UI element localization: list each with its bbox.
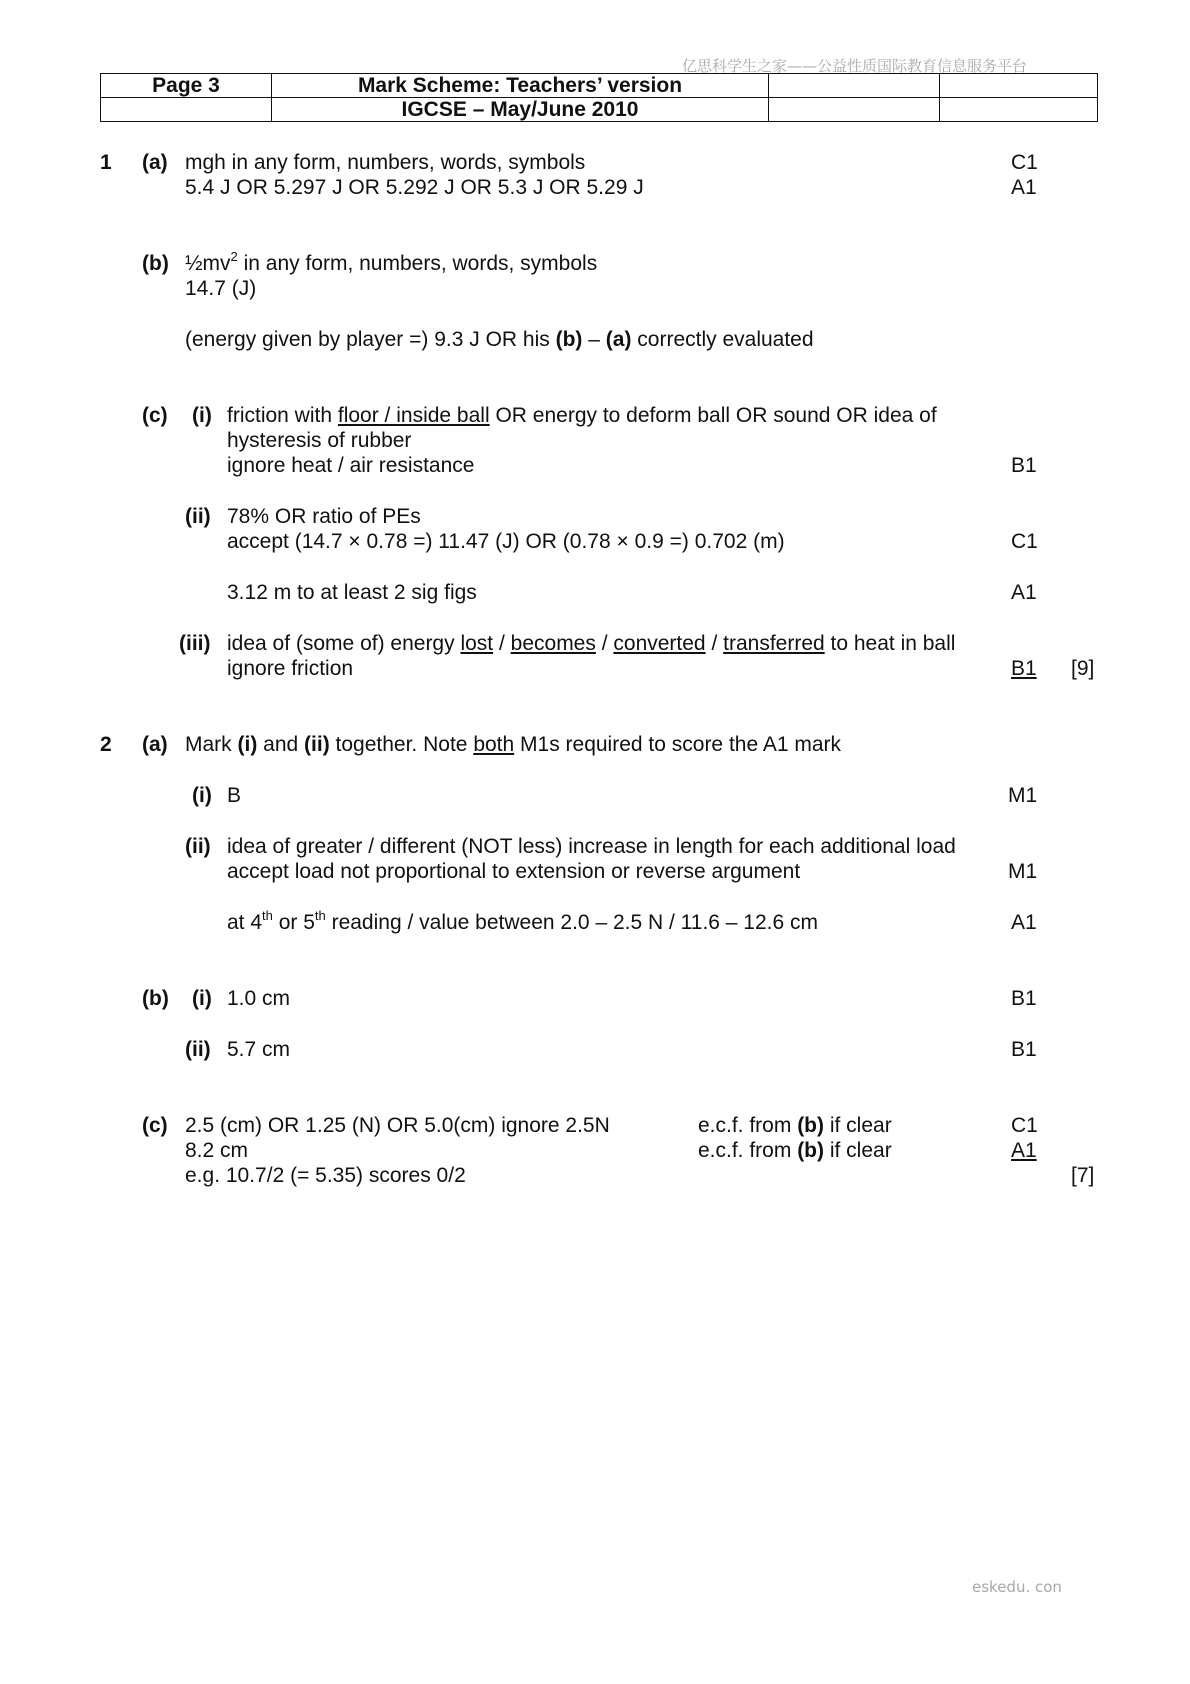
q1ci-line3: ignore heat / air resistance bbox=[227, 454, 475, 477]
q2aii-line2: accept load not proportional to extension or reverse argument bbox=[227, 860, 801, 883]
q1b-squared: 2 bbox=[230, 249, 238, 264]
header-empty-cell bbox=[940, 74, 1098, 98]
q1ciii-slash: / bbox=[705, 632, 724, 655]
q2aii-line3 bbox=[227, 910, 818, 936]
q1ciii-line1-rest: to heat in ball bbox=[824, 632, 956, 655]
q2a-instr-and: and bbox=[257, 733, 305, 756]
q2aii-mark2: A1 bbox=[1011, 911, 1037, 934]
watermark-bottom: eskedu. con bbox=[972, 1578, 1062, 1596]
header-empty-cell bbox=[769, 98, 940, 122]
q2ai-text: B bbox=[227, 784, 242, 807]
header-subtitle: IGCSE – May/June 2010 bbox=[272, 98, 769, 122]
q2c-ecf bbox=[698, 1138, 892, 1164]
q2c-ecf-ref-b: (b) bbox=[797, 1139, 825, 1162]
q1ci-line1-text: friction with bbox=[227, 404, 338, 427]
q1ci-label: (i) bbox=[192, 404, 212, 427]
q2c-ecf-rest: if clear bbox=[824, 1139, 892, 1162]
q2aii-sup-th: th bbox=[314, 908, 326, 923]
q2bi-text: 1.0 cm bbox=[227, 987, 291, 1010]
q1ciii-word-becomes: becomes bbox=[510, 632, 596, 655]
q2c-ecf bbox=[698, 1113, 892, 1139]
watermark-top: 亿思科学生之家——公益性质国际教育信息服务平台 bbox=[682, 57, 1028, 75]
q2aii-label: (ii) bbox=[185, 835, 211, 858]
header-table bbox=[100, 73, 1098, 122]
header-title: Mark Scheme: Teachers’ version bbox=[272, 74, 769, 98]
q2a-ref-i: (i) bbox=[237, 733, 258, 756]
q1b-label: (b) bbox=[142, 252, 169, 275]
q2a-word-both: both bbox=[473, 733, 515, 756]
q2aii-line1: idea of greater / different (NOT less) increase in length for each additional load bbox=[227, 835, 956, 858]
q2bi-mark: B1 bbox=[1011, 987, 1037, 1010]
q2aii-mark1: M1 bbox=[1008, 860, 1038, 883]
q2c-ecf-text: e.c.f. from bbox=[698, 1114, 798, 1137]
q1a-line1: mgh in any form, numbers, words, symbols bbox=[185, 151, 586, 174]
q2bii-label: (ii) bbox=[185, 1038, 211, 1061]
q2a-instr-text: Mark bbox=[185, 733, 238, 756]
q2-total: [7] bbox=[1071, 1164, 1095, 1187]
q2c-line1: 2.5 (cm) OR 1.25 (N) OR 5.0(cm) ignore 2.5N bbox=[185, 1114, 610, 1137]
q2a-label: (a) bbox=[142, 733, 168, 756]
q2c-ecf-ref-b: (b) bbox=[797, 1114, 825, 1137]
q1ciii-slash: / bbox=[595, 632, 614, 655]
header-empty-cell bbox=[769, 74, 940, 98]
q1ciii-line2: ignore friction bbox=[227, 657, 354, 680]
q1a-mark2: A1 bbox=[1011, 176, 1037, 199]
q1cii-line1: 78% OR ratio of PEs bbox=[227, 505, 421, 528]
q2aii-line3-rest: reading / value between 2.0 – 2.5 N / 11.6 – 12.6 cm bbox=[325, 911, 819, 934]
q1-total: [9] bbox=[1071, 657, 1095, 680]
q2aii-sup-th: th bbox=[262, 908, 273, 923]
q2a-ref-ii: (ii) bbox=[304, 733, 330, 756]
q1ci-line2: hysteresis of rubber bbox=[227, 429, 412, 452]
q2-number: 2 bbox=[100, 733, 112, 756]
q1ciii-label: (iii) bbox=[179, 632, 211, 655]
q2ai-mark: M1 bbox=[1008, 784, 1038, 807]
q1cii-line3: 3.12 m to at least 2 sig figs bbox=[227, 581, 477, 604]
q1ci-line1-rest: OR energy to deform ball OR sound OR idea of bbox=[489, 404, 937, 427]
q1b-kinetic-energy: ½mv bbox=[185, 252, 231, 275]
q2aii-line3-or: or 5 bbox=[272, 911, 315, 934]
q2c-line2: 8.2 cm bbox=[185, 1139, 249, 1162]
q1b-line2: 14.7 (J) bbox=[185, 277, 257, 300]
q1b-line3 bbox=[185, 327, 814, 353]
q2a-instruction bbox=[185, 732, 841, 758]
q1c-label: (c) bbox=[142, 404, 168, 427]
q1cii-line2: accept (14.7 × 0.78 =) 11.47 (J) OR (0.78 × 0.9 =) 0.702 (m) bbox=[227, 530, 785, 553]
q2c-ecf-rest: if clear bbox=[824, 1114, 892, 1137]
q1b-dash: – bbox=[582, 328, 606, 351]
q1a-mark1: C1 bbox=[1011, 151, 1038, 174]
q1b-line3-rest: correctly evaluated bbox=[631, 328, 814, 351]
q2c-mark2: A1 bbox=[1011, 1139, 1037, 1162]
q1b-line1 bbox=[185, 251, 597, 277]
q1a-line2: 5.4 J OR 5.297 J OR 5.292 J OR 5.3 J OR 5.29 J bbox=[185, 176, 644, 199]
q2c-label: (c) bbox=[142, 1114, 168, 1137]
q1ci-underlined: floor / inside ball bbox=[337, 404, 490, 427]
q1-number: 1 bbox=[100, 151, 112, 174]
q2a-instr-rest: M1s required to score the A1 mark bbox=[514, 733, 841, 756]
q1ciii-word-lost: lost bbox=[460, 632, 494, 655]
header-page: Page 3 bbox=[101, 74, 272, 98]
q2c-ecf-text: e.c.f. from bbox=[698, 1139, 798, 1162]
q1ciii-line1-text: idea of (some of) energy bbox=[227, 632, 461, 655]
q1b-ref-a: (a) bbox=[605, 328, 632, 351]
q2bii-text: 5.7 cm bbox=[227, 1038, 291, 1061]
q1cii-label: (ii) bbox=[185, 505, 211, 528]
q1ciii-slash: / bbox=[493, 632, 511, 655]
q2b-label: (b) bbox=[142, 987, 169, 1010]
q2bii-mark: B1 bbox=[1011, 1038, 1037, 1061]
q1b-ref-b: (b) bbox=[555, 328, 583, 351]
q1a-label: (a) bbox=[142, 151, 168, 174]
q2c-line3: e.g. 10.7/2 (= 5.35) scores 0/2 bbox=[185, 1164, 466, 1187]
header-empty-cell bbox=[940, 98, 1098, 122]
q1b-line1-rest: in any form, numbers, words, symbols bbox=[237, 252, 598, 275]
header-empty-cell bbox=[101, 98, 272, 122]
q2c-mark1: C1 bbox=[1011, 1114, 1038, 1137]
q2bi-label: (i) bbox=[192, 987, 212, 1010]
q1b-line3-text: (energy given by player =) 9.3 J OR his bbox=[185, 328, 556, 351]
q1ciii-mark: B1 bbox=[1011, 657, 1037, 680]
q1ci-line1 bbox=[227, 403, 937, 429]
q1ciii-word-converted: converted bbox=[613, 632, 706, 655]
q2aii-line3-text: at 4 bbox=[227, 911, 263, 934]
q2a-instr-mid: together. Note bbox=[329, 733, 474, 756]
q2ai-label: (i) bbox=[192, 784, 212, 807]
q1ciii-line1 bbox=[227, 631, 955, 657]
q1ci-mark: B1 bbox=[1011, 454, 1037, 477]
q1ciii-word-transferred: transferred bbox=[723, 632, 825, 655]
q1cii-mark1: C1 bbox=[1011, 530, 1038, 553]
q1cii-mark2: A1 bbox=[1011, 581, 1037, 604]
